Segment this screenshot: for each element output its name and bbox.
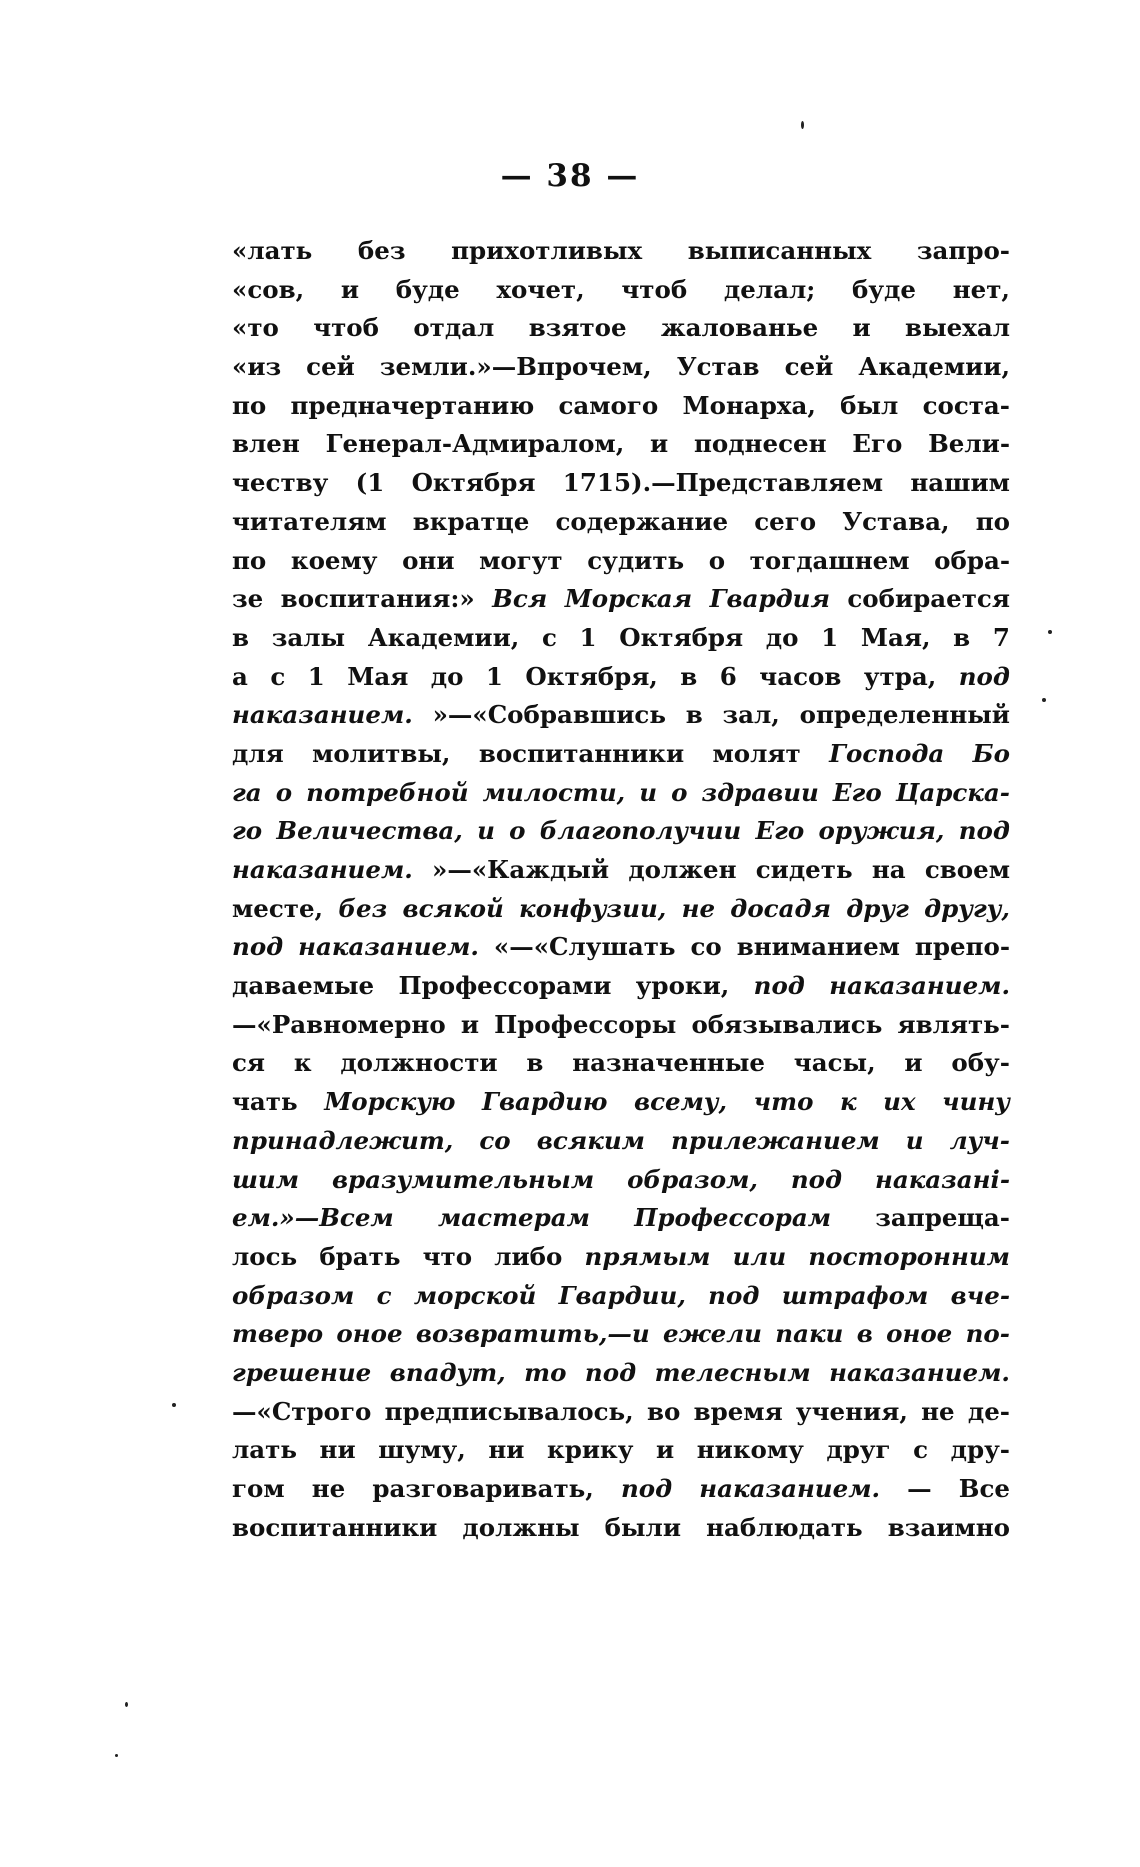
- italic-word: впадут,: [389, 1357, 506, 1387]
- word: к: [293, 1048, 312, 1078]
- italic-word: ежели: [663, 1319, 762, 1349]
- text-line: [232, 542, 1010, 581]
- italic-word: оружия,: [818, 816, 945, 846]
- italic-word: здравии: [701, 777, 819, 807]
- word: были: [604, 1512, 682, 1542]
- italic-word: тверо: [232, 1319, 324, 1349]
- italic-word: милости,: [482, 777, 626, 807]
- italic-word: под: [958, 816, 1010, 846]
- word: назначенные: [572, 1048, 765, 1078]
- text-line: [232, 967, 1010, 1006]
- word: 7: [992, 622, 1010, 652]
- word: по: [975, 506, 1010, 536]
- word: молитвы,: [312, 738, 451, 768]
- italic-word: что: [753, 1087, 814, 1117]
- word: в: [526, 1048, 544, 1078]
- italic-word: ем.»—Всем: [232, 1203, 394, 1233]
- word: отдал: [413, 313, 495, 343]
- word: и: [655, 1435, 675, 1465]
- italic-word: то: [524, 1357, 567, 1387]
- italic-word: без: [338, 893, 388, 923]
- word: —: [907, 1474, 932, 1503]
- italic-word: образом,: [627, 1164, 758, 1194]
- word: либо: [494, 1241, 563, 1271]
- italic-word: оное: [886, 1319, 953, 1349]
- word: могут: [479, 545, 563, 575]
- italic-word: под: [753, 971, 805, 1001]
- word: судить: [587, 545, 685, 575]
- italic-word: Царска-: [895, 777, 1010, 807]
- word: Вели-: [928, 429, 1010, 459]
- italic-word: чину: [942, 1087, 1010, 1117]
- italic-word: всякой: [402, 893, 504, 923]
- word: лось: [232, 1241, 298, 1271]
- italic-word: телесным: [654, 1357, 811, 1387]
- word: со: [690, 932, 722, 962]
- text-line: [232, 735, 1010, 774]
- print-speck: [801, 121, 804, 129]
- italic-word: Его: [755, 816, 805, 846]
- word: и: [460, 1009, 479, 1039]
- word: обу-: [951, 1048, 1010, 1078]
- italic-word: Гвардия: [709, 584, 830, 614]
- italic-word: к: [839, 1087, 857, 1117]
- word: Его: [852, 429, 903, 459]
- word: тогдашнем: [749, 545, 910, 575]
- italic-word: наказанием.: [232, 855, 413, 884]
- word: до: [430, 661, 464, 691]
- word: коему: [290, 545, 378, 575]
- italic-word: под: [620, 1474, 673, 1503]
- word: запреща-: [875, 1203, 1010, 1233]
- word: являть-: [897, 1009, 1010, 1039]
- text-line: [232, 851, 1010, 890]
- word: Профессорами: [398, 971, 612, 1001]
- word: «—«Слушать: [493, 932, 676, 962]
- italic-word: наказанием.: [699, 1474, 881, 1503]
- print-speck: [172, 1403, 176, 1407]
- print-speck: [125, 1702, 128, 1707]
- word: земли.»—Впрочем,: [379, 352, 652, 382]
- word: часов: [759, 661, 842, 691]
- body-text: [232, 232, 1010, 1547]
- word: сего: [754, 506, 817, 536]
- text-line: [232, 309, 1010, 348]
- word: с: [270, 661, 286, 691]
- word: с: [913, 1435, 929, 1465]
- word: о: [708, 545, 726, 575]
- text-line: [232, 1277, 1010, 1316]
- text-line: [232, 812, 1010, 851]
- word: воспитанники: [232, 1512, 438, 1542]
- word: брать: [319, 1241, 401, 1271]
- word: был: [840, 390, 899, 420]
- word: поднесен: [693, 429, 827, 459]
- italic-word: прямым: [584, 1241, 711, 1271]
- italic-word: не: [681, 893, 716, 923]
- word: и: [340, 274, 360, 304]
- text-line: [232, 271, 1010, 310]
- italic-word: го: [232, 816, 263, 846]
- word: зал,: [722, 700, 780, 730]
- word: Мая,: [860, 622, 931, 652]
- word: а: [232, 661, 248, 691]
- italic-word: в: [856, 1319, 873, 1349]
- word: учения,: [795, 1396, 908, 1426]
- word: не: [921, 1396, 955, 1426]
- text-line: [232, 774, 1010, 813]
- italic-word: возвратить,—и: [415, 1319, 650, 1349]
- word: дру-: [950, 1435, 1010, 1465]
- text-line: [232, 580, 1010, 619]
- text-line: [232, 1083, 1010, 1122]
- word: препо-: [914, 932, 1010, 962]
- italic-word: с: [376, 1280, 392, 1310]
- word: предписывалось,: [384, 1396, 634, 1426]
- text-line: [232, 1161, 1010, 1200]
- word: уроки,: [635, 971, 730, 1001]
- italic-word: вразумительным: [331, 1164, 595, 1194]
- italic-word: под: [708, 1280, 760, 1310]
- italic-word: и: [477, 816, 495, 846]
- italic-word: под: [790, 1164, 843, 1194]
- italic-word: Вся: [492, 584, 548, 614]
- italic-word: оное: [336, 1319, 403, 1349]
- word: не: [311, 1474, 346, 1503]
- italic-word: Гвардию: [482, 1087, 608, 1117]
- italic-word: под: [958, 661, 1010, 691]
- text-line: [232, 890, 1010, 929]
- word: чать: [232, 1087, 298, 1117]
- word: и: [650, 429, 669, 459]
- italic-word: наказанием.: [298, 932, 479, 962]
- italic-word: под: [584, 1357, 637, 1387]
- word: 1: [307, 661, 325, 691]
- word: для: [232, 738, 284, 768]
- word: в: [232, 622, 250, 652]
- word: »—«Каждый: [432, 855, 610, 884]
- word: взаимно: [887, 1512, 1010, 1542]
- word: сей: [784, 352, 834, 382]
- word: время: [693, 1396, 783, 1426]
- italic-word: штрафом: [781, 1280, 929, 1310]
- word: залы: [271, 622, 346, 652]
- word: 6: [719, 661, 737, 691]
- word: самого: [558, 390, 659, 420]
- word: с: [541, 622, 557, 652]
- text-line: [232, 503, 1010, 542]
- italic-word: Величества,: [276, 816, 463, 846]
- word: сей: [306, 352, 355, 382]
- word: обра-: [934, 545, 1010, 575]
- italic-word: о: [671, 777, 688, 807]
- text-line: [232, 1199, 1010, 1238]
- word: влен: [232, 429, 300, 459]
- word: »—«Собравшись: [432, 700, 666, 730]
- word: обязывались: [691, 1009, 883, 1039]
- italic-word: другу,: [924, 893, 1010, 923]
- word: в: [953, 622, 971, 652]
- word: запро-: [916, 236, 1010, 265]
- italic-word: грешение: [232, 1357, 372, 1387]
- word: вниманием: [736, 932, 900, 962]
- word: собирается: [847, 584, 1010, 614]
- text-line: [232, 1122, 1010, 1161]
- print-speck: [115, 1754, 118, 1757]
- word: своем: [924, 855, 1010, 884]
- italic-word: по-: [965, 1319, 1010, 1349]
- word: делал;: [723, 274, 816, 304]
- word: —«Равномерно: [232, 1009, 446, 1039]
- word: взятое: [528, 313, 627, 343]
- word: Октября: [619, 622, 744, 652]
- word: 1715).—Представляем: [562, 468, 884, 498]
- text-line: [232, 1006, 1010, 1045]
- word: «сов,: [232, 274, 305, 304]
- word: и: [852, 313, 871, 343]
- word: в: [680, 661, 698, 691]
- print-speck: [1042, 698, 1046, 702]
- word: без: [357, 236, 406, 265]
- word: часы,: [793, 1048, 876, 1078]
- page-number: — 38 —: [500, 158, 640, 194]
- word: молят: [712, 738, 801, 768]
- word: нет,: [952, 274, 1010, 304]
- word: (1: [355, 468, 385, 498]
- word: чтоб: [313, 313, 379, 343]
- italic-word: Морская: [564, 584, 693, 614]
- word: содержание: [555, 506, 729, 536]
- italic-word: луч-: [949, 1125, 1010, 1155]
- word: никому: [696, 1435, 804, 1465]
- word: Академии,: [858, 352, 1010, 382]
- text-line: [232, 464, 1010, 503]
- word: и: [904, 1048, 923, 1078]
- word: де-: [967, 1396, 1010, 1426]
- italic-word: и: [905, 1125, 924, 1155]
- italic-word: наказані-: [874, 1164, 1010, 1194]
- word: прихотливых: [451, 236, 643, 265]
- text-line: [232, 619, 1010, 658]
- text-line: [232, 658, 1010, 697]
- italic-word: благополучии: [539, 816, 742, 846]
- word: гом: [232, 1474, 285, 1503]
- word: Октября,: [525, 661, 658, 691]
- word: вкратце: [412, 506, 530, 536]
- word: читателям: [232, 506, 387, 536]
- word: определенный: [799, 700, 1010, 730]
- word: ся: [232, 1048, 266, 1078]
- word: по: [232, 390, 267, 420]
- italic-word: о: [509, 816, 526, 846]
- italic-word: паки: [775, 1319, 844, 1349]
- italic-word: вче-: [950, 1280, 1010, 1310]
- word: 1: [821, 622, 839, 652]
- word: Октября: [411, 468, 536, 498]
- text-line: [232, 425, 1010, 464]
- word: крику: [547, 1435, 634, 1465]
- print-speck: [1048, 630, 1052, 634]
- word: Все: [958, 1474, 1010, 1503]
- italic-word: о: [275, 777, 293, 807]
- word: хочет,: [496, 274, 585, 304]
- italic-word: образом: [232, 1280, 355, 1310]
- text-line: [232, 1431, 1010, 1470]
- word: буде: [395, 274, 460, 304]
- italic-word: конфузии,: [519, 893, 667, 923]
- word: Профессоры: [494, 1009, 677, 1039]
- word: месте,: [232, 893, 324, 923]
- word: 1: [579, 622, 597, 652]
- text-line: [232, 1354, 1010, 1393]
- word: наблюдать: [706, 1512, 863, 1542]
- word: «то: [232, 313, 279, 343]
- word: буде: [852, 274, 916, 304]
- italic-word: всему,: [634, 1087, 728, 1117]
- word: шуму,: [378, 1435, 466, 1465]
- word: во: [646, 1396, 681, 1426]
- text-line: [232, 1393, 1010, 1432]
- word: «лать: [232, 236, 313, 265]
- italic-word: посторонним: [808, 1241, 1010, 1271]
- italic-word: наказанием.: [232, 700, 413, 730]
- word: ни: [488, 1435, 525, 1465]
- word: Устава,: [842, 506, 950, 536]
- word: в: [685, 700, 703, 730]
- word: жалованье: [660, 313, 819, 343]
- italic-word: потребной: [306, 777, 469, 807]
- word: ни: [319, 1435, 356, 1465]
- word: до: [765, 622, 799, 652]
- italic-word: досадя: [730, 893, 832, 923]
- word: Устав: [676, 352, 760, 382]
- word: они: [402, 545, 455, 575]
- word: соста-: [922, 390, 1010, 420]
- word: 1: [485, 661, 503, 691]
- word: друг: [826, 1435, 891, 1465]
- italic-word: прилежанием: [671, 1125, 880, 1155]
- italic-word: друг: [846, 893, 909, 923]
- word: разговаривать,: [372, 1474, 594, 1503]
- word: честву: [232, 468, 329, 498]
- italic-word: Морскую: [324, 1087, 456, 1117]
- word: лать: [232, 1435, 297, 1465]
- word: выехал: [905, 313, 1010, 343]
- text-line: [232, 1044, 1010, 1083]
- italic-word: принадлежит,: [232, 1125, 454, 1155]
- word: Академии,: [367, 622, 520, 652]
- word: должен: [628, 855, 737, 884]
- word: утра,: [863, 661, 937, 691]
- word: по: [232, 545, 267, 575]
- word: воспитанники: [478, 738, 685, 768]
- text-line: [232, 232, 1010, 271]
- italic-word: всяким: [536, 1125, 645, 1155]
- italic-word: под: [232, 932, 284, 962]
- italic-word: наказанием.: [829, 971, 1010, 1001]
- italic-word: Бо: [972, 738, 1010, 768]
- word: —«Строго: [232, 1396, 372, 1426]
- word: должны: [462, 1512, 580, 1542]
- word: должности: [340, 1048, 498, 1078]
- word: выписанных: [687, 236, 872, 265]
- word: чтоб: [621, 274, 688, 304]
- italic-word: Его: [832, 777, 882, 807]
- word: Монарха,: [682, 390, 816, 420]
- italic-word: их: [883, 1087, 916, 1117]
- italic-word: га: [232, 777, 262, 807]
- word: Мая: [347, 661, 409, 691]
- text-line: [232, 1238, 1010, 1277]
- italic-word: или: [732, 1241, 787, 1271]
- italic-word: и: [639, 777, 658, 807]
- text-line: [232, 348, 1010, 387]
- word: Генерал-Адмиралом,: [325, 429, 625, 459]
- text-line: [232, 1509, 1010, 1548]
- italic-word: наказанием.: [829, 1357, 1010, 1387]
- text-line: [232, 1315, 1010, 1354]
- text-line: [232, 1470, 1010, 1509]
- italic-word: Господа: [829, 738, 945, 768]
- word: что: [422, 1241, 473, 1271]
- word: «из: [232, 352, 282, 382]
- italic-word: мастерам: [438, 1203, 590, 1233]
- word: воспитания:»: [280, 584, 475, 614]
- word: даваемые: [232, 971, 375, 1001]
- word: сидеть: [755, 855, 853, 884]
- text-line: [232, 387, 1010, 426]
- italic-word: со: [479, 1125, 511, 1155]
- word: предначертанию: [290, 390, 535, 420]
- italic-word: Гвардии,: [558, 1280, 686, 1310]
- text-line: [232, 696, 1010, 735]
- italic-word: шим: [232, 1164, 300, 1194]
- word: на: [871, 855, 906, 884]
- word: нашим: [910, 468, 1010, 498]
- text-line: [232, 928, 1010, 967]
- italic-word: морской: [413, 1280, 537, 1310]
- word: зе: [232, 584, 264, 614]
- italic-word: Профессорам: [634, 1203, 831, 1233]
